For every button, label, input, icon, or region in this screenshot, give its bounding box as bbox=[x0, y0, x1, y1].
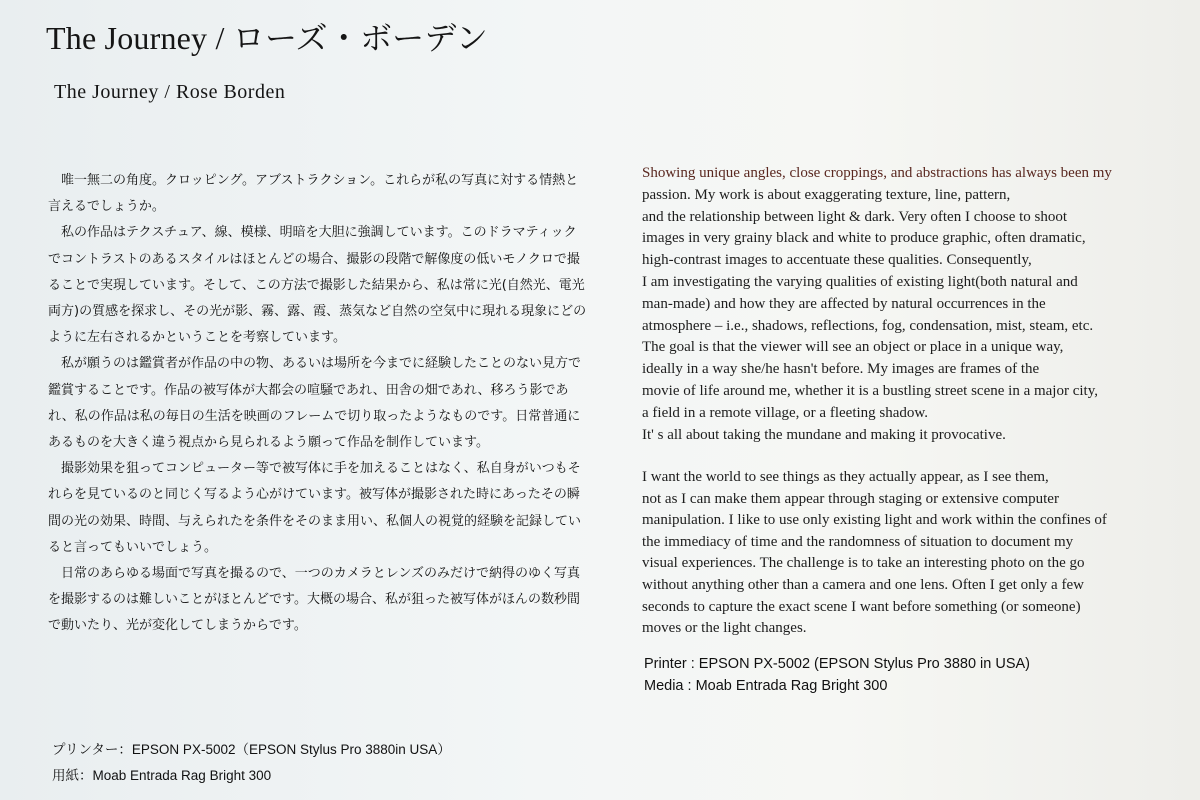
main-title: The Journey / ローズ・ボーデン bbox=[46, 20, 489, 56]
english-line: movie of life around me, whether it is a bustling street scene in a major city, bbox=[642, 382, 1098, 399]
english-line: manipulation. I like to use only existing light and work within the confines of bbox=[642, 512, 1107, 529]
english-statement-paragraph-1 bbox=[642, 163, 1172, 446]
japanese-paragraph: 私が願うのは鑑賞者が作品の中の物、あるいは場所を今までに経験したことのない見方で鑑賞することです。作品の被写体が大都会の喧騒であれ、田舎の畑であれ、移ろう影であれ、私の作品は私の毎日の生活を映画のフレームで切り取ったようなものです。日常普通にあるものを大きく違う視点から見られるよう願って作品を制作しています。 bbox=[48, 356, 582, 451]
english-line: atmosphere – i.e., shadows, reflections, fog, condensation, mist, steam, etc. bbox=[642, 317, 1094, 334]
english-line: moves or the light changes. bbox=[642, 620, 807, 637]
japanese-print-info bbox=[52, 737, 451, 789]
japanese-paragraph: 私の作品はテクスチュア、線、模様、明暗を大胆に強調しています。このドラマティックでコントラストのあるスタイルはほとんどの場合、撮影の段階で解像度の低いモノクロで撮ることで実現しています。そして、この方法で撮影した結果から、私は常に光(自然光、電光両方)の質感を探求し、その光が影、霧、露、霞、蒸気など自然の空気中に現れる現象にどのように左右されるかということを考察しています。 bbox=[48, 225, 587, 346]
english-line: Showing unique angles, close croppings, and abstractions has always been my bbox=[642, 165, 1112, 181]
english-line: not as I can make them appear through staging or extensive computer bbox=[642, 490, 1059, 507]
japanese-paragraph: 日常のあらゆる場面で写真を撮るので、一つのカメラとレンズのみだけで納得のゆく写真を撮影するのは難しいことがほとんどです。大概の場合、私が狙った被写体がほんの数秒間で動いたり、光が変化してしまうからです。 bbox=[48, 566, 581, 634]
english-line: seconds to capture the exact scene I want before something (or someone) bbox=[642, 598, 1081, 615]
english-line: passion. My work is about exaggerating texture, line, pattern, bbox=[642, 186, 1011, 203]
english-line: images in very grainy black and white to produce graphic, often dramatic, bbox=[642, 230, 1086, 247]
english-line: and the relationship between light & dark. Very often I choose to shoot bbox=[642, 208, 1068, 225]
english-line: high-contrast images to accentuate these qualities. Consequently, bbox=[642, 252, 1032, 269]
english-statement-paragraph-2 bbox=[642, 467, 1172, 640]
japanese-media-line: 用紙：Moab Entrada Rag Bright 300 bbox=[52, 768, 272, 783]
english-line: without anything other than a camera and one lens. Often I get only a few bbox=[642, 576, 1084, 593]
subtitle: The Journey / Rose Borden bbox=[54, 81, 286, 103]
english-line: I am investigating the varying qualities of existing light(both natural and bbox=[642, 273, 1078, 290]
english-line: It' s all about taking the mundane and making it provocative. bbox=[642, 426, 1006, 443]
english-line: The goal is that the viewer will see an object or place in a unique way, bbox=[642, 339, 1064, 356]
english-line: man-made) and how they are affected by natural occurrences in the bbox=[642, 295, 1046, 312]
english-line: ideally in a way she/he hasn't before. My images are frames of the bbox=[642, 361, 1040, 378]
japanese-paragraph: 唯一無二の角度。クロッピング。アブストラクション。これらが私の写真に対する情熱と言えるでしょうか。 bbox=[48, 173, 579, 215]
english-line: a field in a remote village, or a fleeting shadow. bbox=[642, 404, 929, 421]
english-line: visual experiences. The challenge is to take an interesting photo on the go bbox=[642, 555, 1085, 572]
japanese-printer-line: プリンター：EPSON PX-5002（EPSON Stylus Pro 3880in USA） bbox=[52, 742, 451, 757]
english-line: I want the world to see things as they actually appear, as I see them, bbox=[642, 469, 1049, 485]
english-printer-line: Printer : EPSON PX-5002 (EPSON Stylus Pro 3880 in USA) bbox=[644, 656, 1031, 672]
japanese-statement bbox=[48, 168, 588, 640]
english-line: the immediacy of time and the randomness of situation to document my bbox=[642, 533, 1074, 550]
english-print-info bbox=[644, 654, 1030, 697]
english-media-line: Media : Moab Entrada Rag Bright 300 bbox=[644, 677, 888, 694]
japanese-paragraph: 撮影効果を狙ってコンピューター等で被写体に手を加えることはなく、私自身がいつもそれらを見ているのと同じく写るよう心がけています。被写体が撮影された時にあったその瞬間の光の効果、時間、与えられたを条件をそのまま用い、私個人の視覚的経験を記録していると言ってもいいでしょう。 bbox=[48, 461, 582, 555]
